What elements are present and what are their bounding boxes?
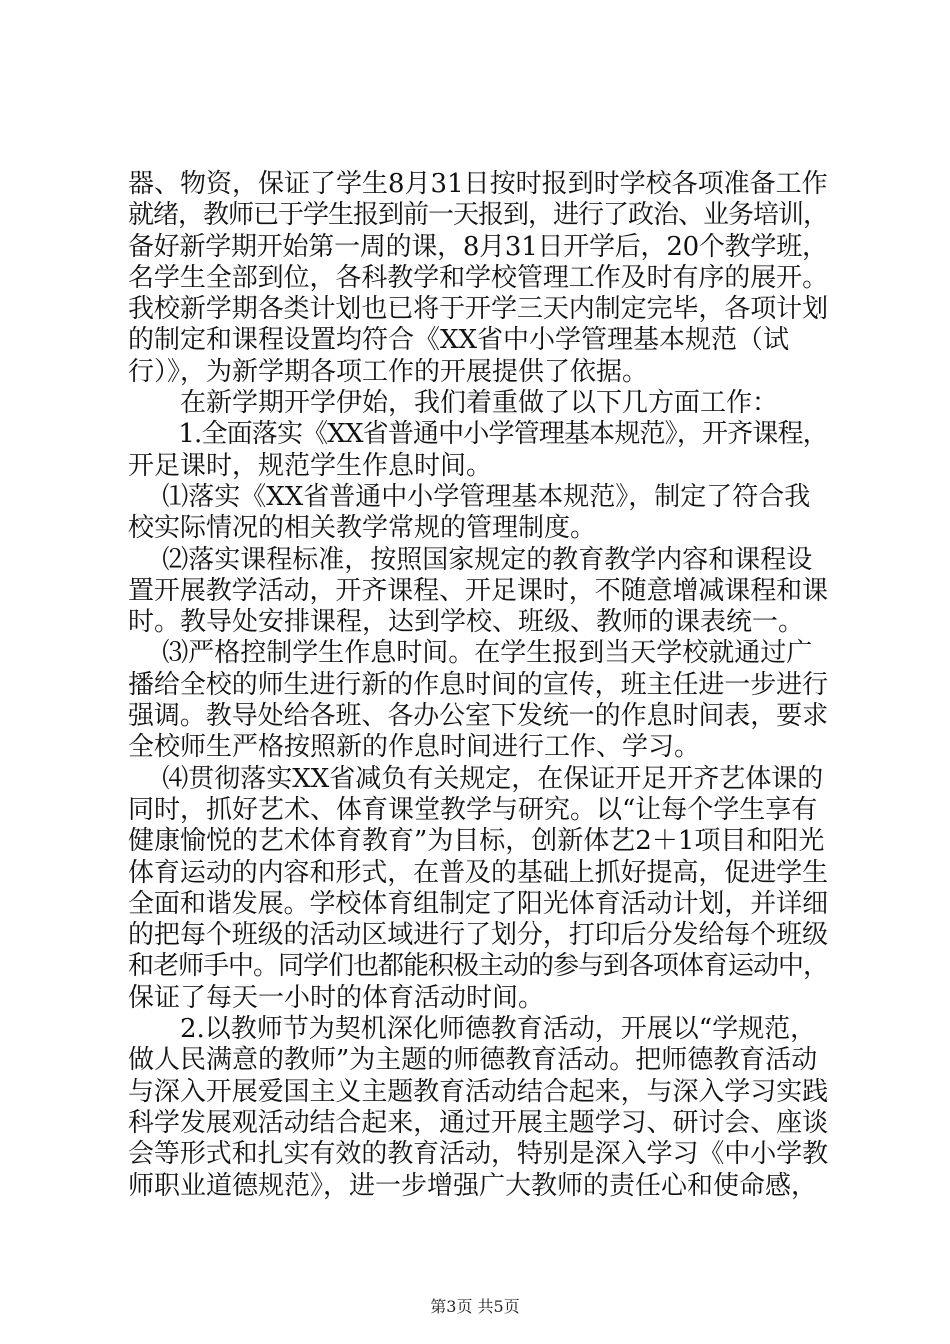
text-line: 会等形式和扎实有效的教育活动，特别是深入学习《中小学教 bbox=[128, 1139, 829, 1170]
text-line: 的制定和课程设置均符合《XX省中小学管理基本规范（试 bbox=[128, 325, 790, 356]
text-line: 1.全面落实《XX省普通中小学管理基本规范》，开齐课程， bbox=[128, 419, 828, 450]
text-line: 同时，抓好艺术、体育课堂教学与研究。以“让每个学生享有 bbox=[128, 794, 818, 825]
text-line: 科学发展观活动结合起来，通过开展主题学习、研讨会、座谈 bbox=[128, 1107, 829, 1138]
text-line: 器、物资，保证了学生8月31日按时报到时学校各项准备工作 bbox=[128, 169, 828, 199]
text-line: 与深入开展爱国主义主题教育活动结合起来，与深入学习实践 bbox=[128, 1076, 829, 1107]
text-line: ⑴落实《XX省普通中小学管理基本规范》，制定了符合我 bbox=[128, 481, 811, 512]
text-line: 体育运动的内容和形式，在普及的基础上抓好提高，促进学生 bbox=[128, 857, 829, 888]
text-line: 名学生全部到位，各科教学和学校管理工作及时有序的展开。 bbox=[128, 262, 829, 293]
text-line: 校实际情况的相关教学常规的管理制度。 bbox=[128, 513, 597, 544]
text-line: 的把每个班级的活动区域进行了划分，打印后分发给每个班级 bbox=[128, 920, 829, 951]
text-line: 就绪，教师已于学生报到前一天报到，进行了政治、业务培训， bbox=[128, 200, 829, 231]
text-line: 我校新学期各类计划也已将于开学三天内制定完毕，各项计划 bbox=[128, 294, 829, 325]
text-line: 保证了每天一小时的体育活动时间。 bbox=[128, 982, 545, 1013]
text-line: 全面和谐发展。学校体育组制定了阳光体育活动计划，并详细 bbox=[128, 888, 829, 919]
body-text bbox=[128, 169, 828, 1202]
text-line: 和老师手中。同学们也都能积极主动的参与到各项体育运动中， bbox=[128, 951, 829, 982]
text-line: 在新学期开学伊始，我们着重做了以下几方面工作： bbox=[128, 388, 779, 419]
text-line: 备好新学期开始第一周的课，8月31日开学后，20个教学班， bbox=[128, 231, 828, 262]
text-line: ⑶严格控制学生作息时间。在学生报到当天学校就通过广 bbox=[128, 638, 813, 669]
text-line: 健康愉悦的艺术体育教育”为目标，创新体艺2＋1项目和阳光 bbox=[128, 826, 825, 857]
page-number-footer: 第3页 共5页 bbox=[430, 1297, 520, 1316]
text-line: ⑷贯彻落实XX省减负有关规定，在保证开足开齐艺体课的 bbox=[128, 763, 824, 794]
text-line: 置开展教学活动，开齐课程、开足课时，不随意增减课程和课 bbox=[128, 575, 829, 606]
text-line: 播给全校的师生进行新的作息时间的宣传，班主任进一步进行 bbox=[128, 669, 829, 700]
text-line: 强调。教导处给各班、各办公室下发统一的作息时间表，要求 bbox=[128, 701, 829, 732]
text-line: 全校师生严格按照新的作息时间进行工作、学习。 bbox=[128, 732, 701, 763]
text-line: ⑵落实课程标准，按照国家规定的教育教学内容和课程设 bbox=[128, 544, 813, 575]
text-line: 开足课时，规范学生作息时间。 bbox=[128, 450, 493, 481]
text-line: 师职业道德规范》，进一步增强广大教师的责任心和使命感， bbox=[128, 1170, 818, 1201]
text-line: 2.以教师节为契机深化师德教育活动，开展以“学规范， bbox=[128, 1014, 817, 1045]
text-line: 做人民满意的教师”为主题的师德教育活动。把师德教育活动 bbox=[128, 1045, 818, 1076]
text-line: 行）》，为新学期各项工作的开展提供了依据。 bbox=[128, 356, 649, 387]
text-line: 时。教导处安排课程，达到学校、班级、教师的课表统一。 bbox=[128, 607, 805, 638]
